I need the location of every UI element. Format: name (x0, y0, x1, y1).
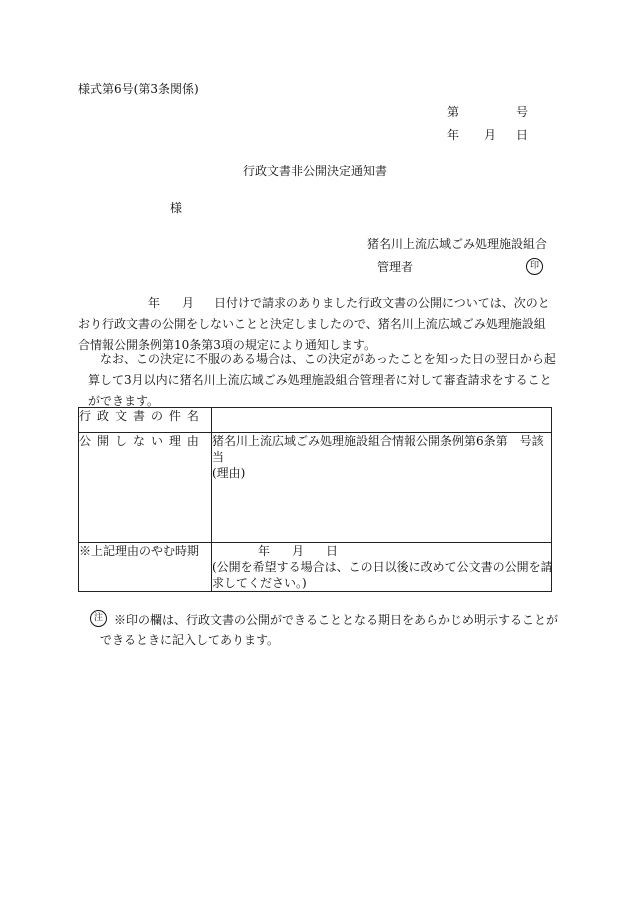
form-number: 様式第6号(第3条関係) (78, 82, 199, 96)
body-year-label: 年 (148, 296, 161, 310)
reason-end-year-label: 年 (258, 544, 271, 558)
body-paragraph-1-line-1 (88, 293, 558, 314)
document-title: 行政文書非公開決定通知書 (242, 164, 387, 178)
document-subject-value (212, 408, 552, 433)
nondisclosure-reason-label-cell (79, 433, 212, 543)
reason-end-date (212, 543, 551, 559)
reason-line-3: (理由) (212, 466, 246, 480)
note-icon: 注 (90, 610, 107, 627)
date-day-label: 日 (516, 128, 529, 142)
footnote (100, 610, 560, 650)
form-table (78, 407, 552, 592)
body-line-1-text: 日付けで請求のありました行政文書の公開については、次のと (214, 296, 550, 310)
body-paragraph-2 (88, 349, 558, 412)
reason-line-1: 猪名川上流広域ごみ処理施設組合情報公開条例第6条第 号該 (212, 434, 544, 448)
body-paragraph-1-line-3: 合情報公開条例第10条第3項の規定により通知します。 (78, 338, 376, 352)
document-subject-label: 行 政 文 書 の 件 名 (79, 409, 199, 423)
date-year-label: 年 (447, 128, 460, 142)
issuer-organization: 猪名川上流広域ごみ処理施設組合 (367, 237, 548, 251)
footnote-line-1: ※印の欄は、行政文書の公開ができることとなる期日をあらかじめ明示することが (114, 613, 559, 627)
body-paragraph-1-line-2: おり行政文書の公開をしないことと決定しましたので、猪名川上流広域ごみ処理施設組 (78, 317, 546, 331)
reason-end-month-label: 月 (292, 544, 305, 558)
body-paragraph-2-line-2: 算して3月以内に猪名川上流広域ごみ処理施設組合管理者に対して審査請求をすること (88, 373, 552, 387)
reason-line-2: 当 (212, 450, 225, 464)
body-paragraph-2-line-1: なお、この決定に不服のある場合は、この決定があったことを知った日の翌日から起 (100, 352, 556, 366)
reason-end-label: ※上記理由のやむ時期 (79, 544, 200, 558)
doc-number-suffix: 号 (516, 105, 529, 119)
body-paragraph-2-line-3: ができます。 (88, 394, 160, 408)
date-month-label: 月 (484, 128, 497, 142)
reason-end-label-cell (79, 543, 212, 592)
doc-number-prefix: 第 (447, 105, 460, 119)
nondisclosure-reason-label: 公 開 し な い 理 由 (79, 434, 199, 448)
table-row (79, 433, 552, 543)
reason-end-note-line-1: (公開を希望する場合は、この日以後に改めて公文書の公開を請 (212, 560, 553, 574)
reason-end-value (212, 543, 552, 592)
reason-end-day-label: 日 (326, 544, 339, 558)
document-subject-label-cell (79, 408, 212, 433)
body-paragraph-1 (78, 293, 558, 356)
table-row (79, 408, 552, 433)
reason-end-note-line-2: 求してください。) (212, 576, 307, 590)
addressee-suffix: 様 (170, 201, 183, 215)
seal-icon: 印 (526, 258, 543, 275)
table-row (79, 543, 552, 592)
issuer-title: 管理者 (377, 260, 414, 274)
footnote-line-2: できるときに記入してあります。 (100, 633, 280, 647)
body-month-label: 月 (182, 296, 195, 310)
nondisclosure-reason-value (212, 433, 552, 543)
